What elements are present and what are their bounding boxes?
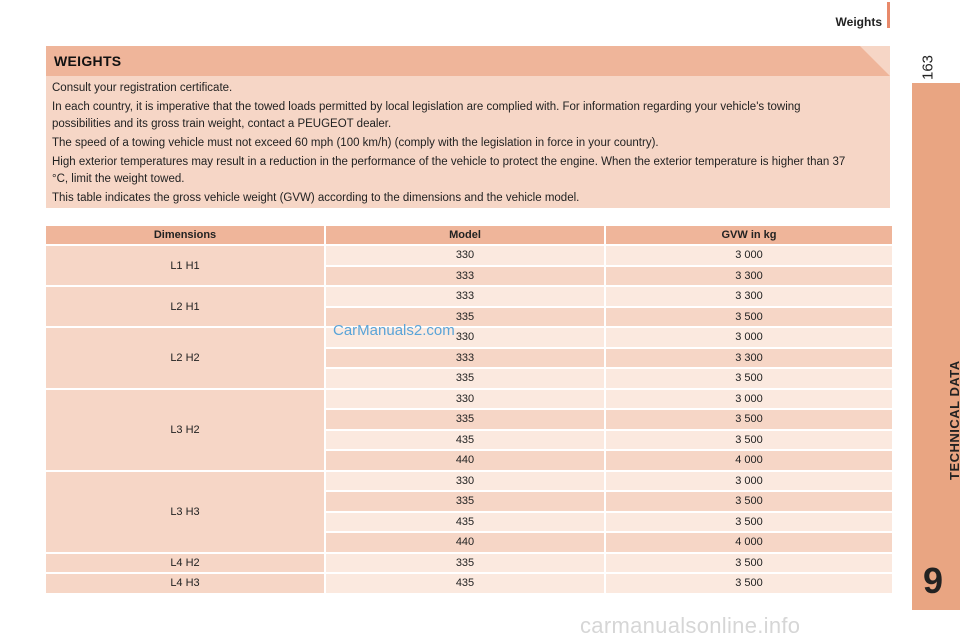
model-cell: 330	[325, 471, 605, 492]
model-cell: 440	[325, 450, 605, 471]
dimension-cell: L3 H2	[46, 389, 325, 471]
model-cell: 333	[325, 348, 605, 369]
dimension-cell: L4 H3	[46, 573, 325, 594]
model-cell: 335	[325, 307, 605, 328]
page-number-text: 163	[919, 54, 937, 81]
model-cell: 330	[325, 389, 605, 410]
gvw-cell: 3 500	[605, 409, 892, 430]
model-cell: 435	[325, 430, 605, 451]
model-cell: 330	[325, 327, 605, 348]
table-row	[46, 245, 892, 266]
dimension-cell: L1 H1	[46, 245, 325, 286]
gvw-cell: 3 000	[605, 471, 892, 492]
section-title: WEIGHTS	[54, 53, 122, 69]
gvw-cell: 3 000	[605, 245, 892, 266]
table-row	[46, 573, 892, 594]
chapter-side-tab-label: TECHNICAL DATA	[947, 360, 962, 480]
paragraph: Consult your registration certificate.	[52, 82, 233, 94]
paragraph: High exterior temperatures may result in a reduction in the performance of the vehicle to protect the engine. When the exterior temperature is higher than 37 °C, limit the weight towed.	[52, 156, 846, 185]
gvw-cell: 3 500	[605, 491, 892, 512]
table-header-row	[46, 226, 892, 245]
gvw-cell: 3 500	[605, 430, 892, 451]
model-cell: 335	[325, 409, 605, 430]
gvw-cell: 3 500	[605, 553, 892, 574]
gvw-cell: 3 000	[605, 327, 892, 348]
model-cell: 440	[325, 532, 605, 553]
section-body	[52, 80, 860, 209]
model-cell: 330	[325, 245, 605, 266]
dimension-cell: L2 H2	[46, 327, 325, 389]
gvw-table	[46, 226, 892, 595]
weights-info-panel	[46, 46, 890, 208]
gvw-cell: 3 500	[605, 512, 892, 533]
paragraph: In each country, it is imperative that the towed loads permitted by local legislation are complied with. For information regarding your vehicle's towing possibilities and its gross train weight, contact a PEUGEOT dealer.	[52, 101, 801, 130]
table-row	[46, 471, 892, 492]
table-row	[46, 389, 892, 410]
paragraph: The speed of a towing vehicle must not exceed 60 mph (100 km/h) (comply with the legislation in force in your country).	[52, 137, 659, 149]
column-header-gvw: GVW in kg	[605, 226, 892, 245]
gvw-cell: 4 000	[605, 450, 892, 471]
table-row	[46, 553, 892, 574]
gvw-cell: 3 500	[605, 573, 892, 594]
model-cell: 335	[325, 368, 605, 389]
model-cell: 333	[325, 286, 605, 307]
gvw-cell: 3 300	[605, 286, 892, 307]
column-header-dimensions: Dimensions	[46, 226, 325, 245]
model-cell: 335	[325, 491, 605, 512]
table-row	[46, 327, 892, 348]
gvw-cell: 3 300	[605, 348, 892, 369]
model-cell: 435	[325, 512, 605, 533]
header-accent-bar	[887, 2, 890, 28]
dimension-cell: L4 H2	[46, 553, 325, 574]
table-row	[46, 286, 892, 307]
gvw-cell: 3 300	[605, 266, 892, 287]
column-header-model: Model	[325, 226, 605, 245]
page-header-title: Weights	[835, 15, 882, 29]
model-cell: 333	[325, 266, 605, 287]
chapter-number: 9	[922, 560, 944, 601]
section-heading-bar	[46, 46, 890, 76]
paragraph: This table indicates the gross vehicle weight (GVW) according to the dimensions and the vehicle model.	[52, 192, 580, 204]
footer-watermark: carmanualsonline.info	[580, 613, 801, 638]
watermark: CarManuals2.com	[333, 322, 455, 339]
chapter-side-tab	[912, 83, 960, 600]
gvw-cell: 3 500	[605, 307, 892, 328]
model-cell: 335	[325, 553, 605, 574]
table-body	[46, 245, 892, 594]
gvw-cell: 4 000	[605, 532, 892, 553]
model-cell: 435	[325, 573, 605, 594]
dimension-cell: L3 H3	[46, 471, 325, 553]
gvw-cell: 3 500	[605, 368, 892, 389]
gvw-cell: 3 000	[605, 389, 892, 410]
dimension-cell: L2 H1	[46, 286, 325, 327]
